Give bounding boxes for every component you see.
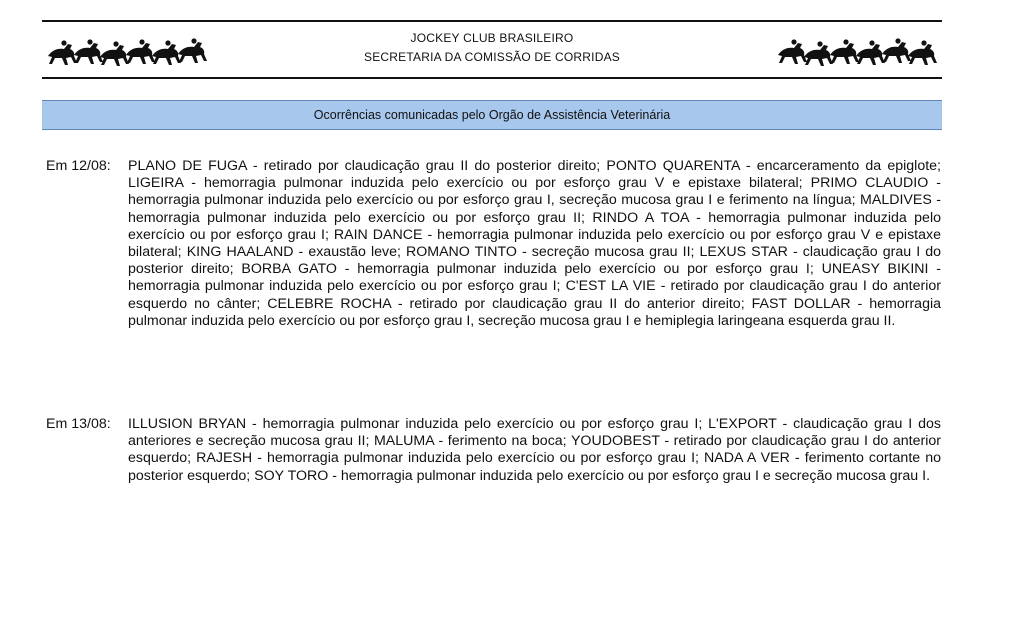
- document-page: [42, 0, 942, 628]
- department-name: SECRETARIA DA COMISSÃO DE CORRIDAS: [364, 50, 620, 64]
- horse-silhouettes: [48, 38, 207, 66]
- entry-date: Em 12/08:: [46, 158, 111, 174]
- organization-name: JOCKEY CLUB BRASILEIRO: [410, 31, 574, 45]
- horse-silhouettes: [778, 38, 937, 66]
- banner-title: Ocorrências comunicadas pelo Orgão de Assistência Veterinária: [313, 108, 671, 122]
- entry-text: PLANO DE FUGA - retirado por claudicação grau II do posterior direito; PONTO QUARENTA - encarceramento da epiglote; LIGEIRA - hemorragia pulmonar induzida pelo exercício ou por esforço grau V e epistaxe bilateral; PRIMO CLAUDIO - hemorragia pulmonar induzida pelo exercício ou por esforço grau I, secreção mucosa grau I e ferimento na língua; MALDIVES - hemorragia pulmonar induzida pelo exercício ou por esforço grau II; RINDO A TOA - hemorragia pulmonar induzida pelo exercício ou por esforço grau I; RAIN DANCE - hemorragia pulmonar induzida pelo exercício ou por esforço grau V e epistaxe bilateral; KING HAALAND - exaustão leve; ROMANO TINTO - secreção mucosa grau II; LEXUS STAR - claudicação grau I do posterior direito; BORBA GATO - hemorragia pulmonar induzida pelo exercício ou por esforço grau I; UNEASY BIKINI - hemorragia pulmonar induzida pelo exercício ou por esforço grau I; C'EST LA VIE - retirado por claudicação grau I do anterior esquerdo no cânter; CELEBRE ROCHA - retirado por claudicação grau II do anterior direito; FAST DOLLAR - hemorragia pulmonar induzida pelo exercício ou por esforço grau I, secreção mucosa grau I e hemiplegia laringeana esquerda grau II.: [128, 158, 941, 329]
- horse-race-icon: [44, 34, 214, 68]
- horse-race-icon: [774, 34, 944, 68]
- header-bottom-rule: [42, 77, 942, 79]
- section-banner: [42, 100, 942, 130]
- header-top-rule: [42, 20, 942, 22]
- document-header: [222, 29, 762, 67]
- entry-text: ILLUSION BRYAN - hemorragia pulmonar induzida pelo exercício ou por esforço grau I; L'EXPORT - claudicação grau I dos anteriores e secreção mucosa grau II; MALUMA - ferimento na boca; YOUDOBEST - retirado por claudicação grau I do anterior esquerdo; RAJESH - hemorragia pulmonar induzida pelo exercício ou por esforço grau I; NADA A VER - ferimento cortante no posterior esquerdo; SOY TORO - hemorragia pulmonar induzida pelo exercício ou por esforço grau I e secreção mucosa grau I.: [128, 416, 941, 484]
- entry-date: Em 13/08:: [46, 416, 111, 432]
